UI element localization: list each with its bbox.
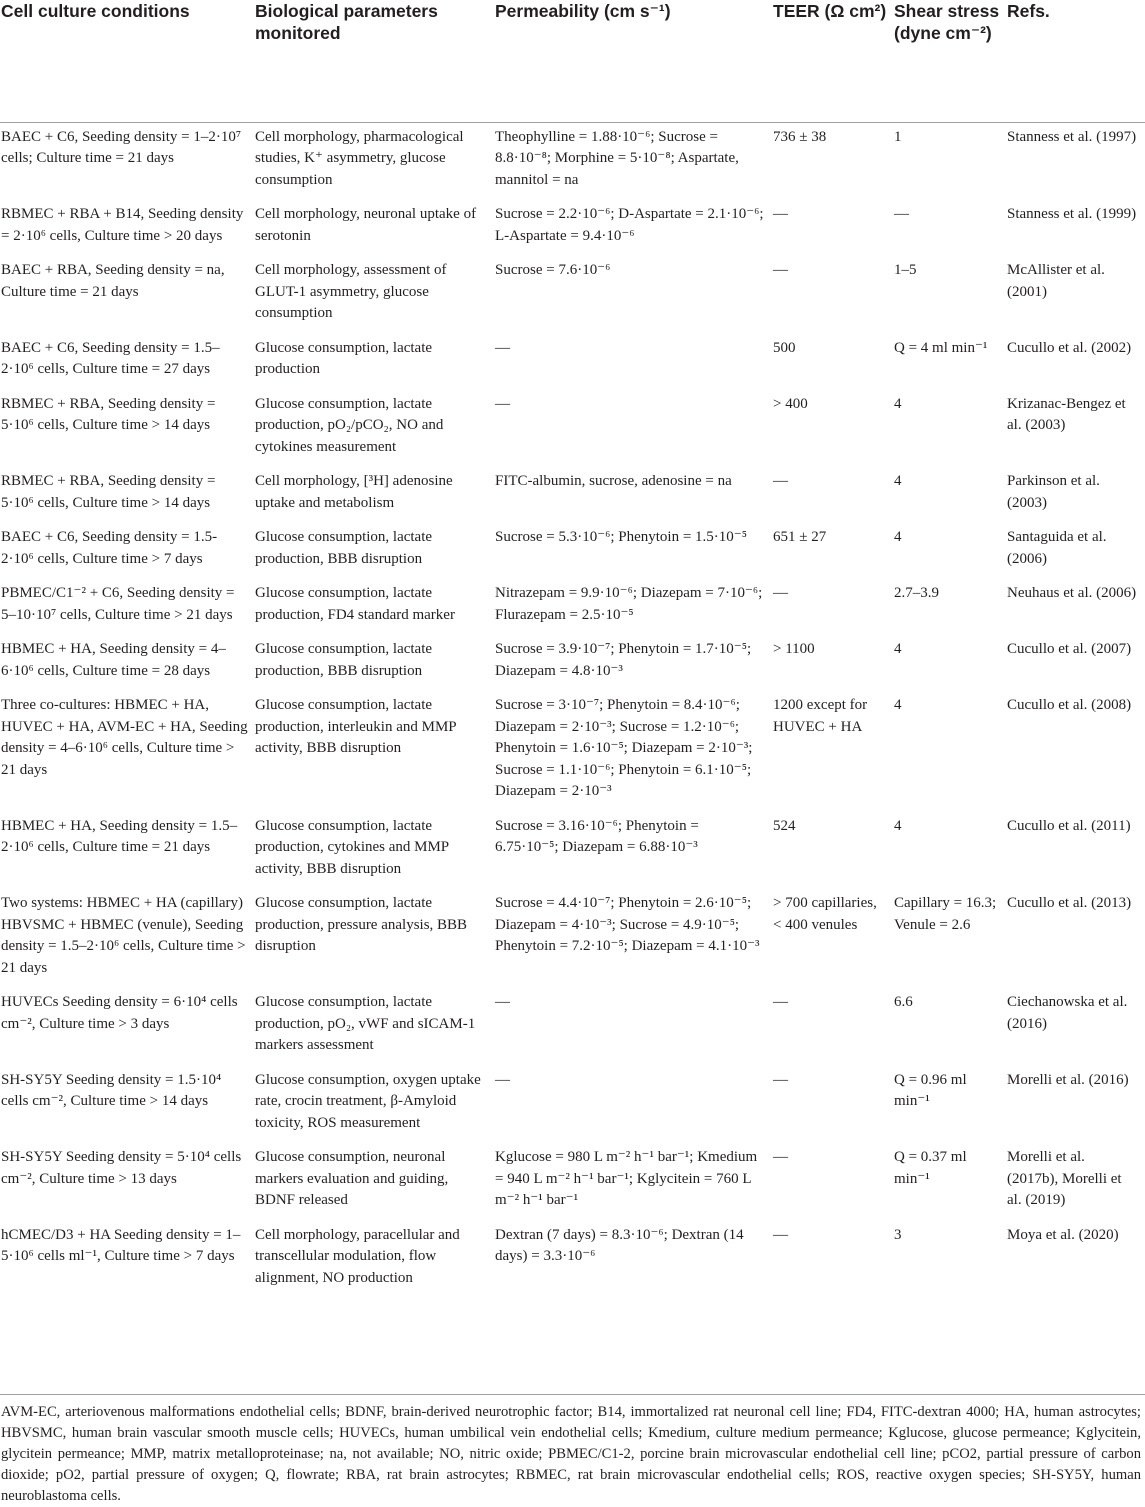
cell-conditions: SH-SY5Y Seeding density = 1.5·10⁴ cells cm⁻², Culture time > 14 days [1,1071,222,1109]
cell-teer: — [773,585,788,601]
cell-conditions: HUVECs Seeding density = 6·10⁴ cells cm⁻², Culture time > 3 days [1,994,238,1032]
cell-shear: 4 [894,529,902,545]
cell-shear: 2.7–3.9 [894,585,939,601]
footnote-divider [0,1394,1145,1395]
cell-conditions: BAEC + RBA, Seeding density = na, Culture time = 21 days [1,262,225,300]
cell-parameters: Cell morphology, paracellular and transcellular modulation, flow alignment, NO production [255,1226,460,1286]
cell-parameters: Cell morphology, [³H] adenosine uptake and metabolism [255,473,453,511]
cell-teer: — [773,1149,788,1165]
cell-permeability: Sucrose = 5.3·10⁻⁶; Phenytoin = 1.5·10⁻⁵ [495,529,747,545]
cell-refs: Cucullo et al. (2013) [1007,895,1132,911]
cell-permeability: Sucrose = 3·10⁻⁷; Phenytoin = 8.4·10⁻⁶; Diazepam = 2·10⁻³; Sucrose = 1.2·10⁻⁶; Phenytoin = 1.6·10⁻⁵; Diazepam = 2·10⁻³; Sucrose = 1.1·10⁻⁶; Phenytoin = 6.1·10⁻⁵; Diazepam = 2·10⁻³ [495,697,753,799]
header-row [0,0,1145,122]
cell-teer: — [773,994,788,1010]
cell-parameters: Glucose consumption, lactate production, pO₂/pCO₂, NO and cytokines measurement [255,395,444,455]
cell-parameters: Glucose consumption, lactate production, pO₂, vWF and sICAM-1 markers assessment [255,994,476,1053]
cell-shear: 1 [894,128,902,145]
header-parameters: Biological parameters monitored [255,1,438,43]
table-row [0,522,1145,578]
cell-teer: 1200 except for HUVEC + HA [773,697,868,735]
cell-parameters: Glucose consumption, oxygen uptake rate, crocin treatment, β-Amyloid toxicity, ROS measurement [255,1071,481,1131]
cell-shear: — [894,206,909,222]
cell-conditions: HBMEC + HA, Seeding density = 1.5–2·10⁶ cells, Culture time = 21 days [1,817,238,855]
table-row [0,199,1145,255]
table-row [0,811,1145,889]
cell-refs: Moya et al. (2020) [1007,1226,1119,1243]
cell-parameters: Cell morphology, pharmacological studies, K⁺ asymmetry, glucose consumption [255,128,464,188]
cell-permeability: Sucrose = 2.2·10⁻⁶; D-Aspartate = 2.1·10⁻⁶; L-Aspartate = 9.4·10⁻⁶ [495,206,764,244]
cell-permeability: Sucrose = 3.9·10⁻⁷; Phenytoin = 1.7·10⁻⁵; Diazepam = 4.8·10⁻³ [495,641,752,679]
cell-shear: Q = 0.37 ml min⁻¹ [894,1149,967,1187]
cell-teer: — [773,206,788,222]
cell-teer: 524 [773,817,796,834]
table-row [0,578,1145,634]
cell-teer: > 400 [773,395,808,412]
cell-refs: Cucullo et al. (2002) [1007,339,1132,356]
cell-conditions: BAEC + C6, Seeding density = 1.5-2·10⁶ cells, Culture time > 7 days [1,529,218,567]
table-row [0,1065,1145,1143]
cell-teer: — [773,1226,788,1243]
cell-permeability: — [495,339,510,356]
cell-shear: 1–5 [894,262,917,278]
table-row [0,389,1145,467]
table-row [0,888,1145,987]
cell-refs: Morelli et al. (2016) [1007,1071,1129,1088]
cell-shear: 4 [894,641,902,657]
cell-teer: — [773,262,788,278]
table-footnote: AVM-EC, arteriovenous malformations endothelial cells; BDNF, brain-derived neurotrophic factor; B14, immortalized rat neuronal cell line; FD4, FITC-dextran 4000; HA, human astrocytes; HBVSMC, human brain vascular smooth muscle cells; HUVECs, human umbilical vein endothelial cells; Kmedium, culture medium permeance; Kglucose, glucose permeance; Kglycitein, glycitein permeance; MMP, matrix metalloproteinase; na, not available; NO, nitric oxide; PBMEC/C1-2, porcine brain microvascular endothelial cell line; pCO2, partial pressure of carbon dioxide; pO2, partial pressure of oxygen; Q, flowrate; RBA, rat brain astrocytes; RBMEC, rat brain microvascular endothelial cells; ROS, reactive oxygen species; SH-SY5Y, human neuroblastoma cells. [1,1404,1141,1504]
cell-permeability: Nitrazepam = 9.9·10⁻⁶; Diazepam = 7·10⁻⁶; Flurazepam = 2.5·10⁻⁵ [495,585,763,623]
cell-shear: 6.6 [894,994,913,1010]
cell-shear: Capillary = 16.3; Venule = 2.6 [894,895,997,933]
cell-permeability: Sucrose = 4.4·10⁻⁷; Phenytoin = 2.6·10⁻⁵; Diazepam = 4·10⁻³; Sucrose = 4.9·10⁻⁵; Phenytoin = 7.2·10⁻⁵; Diazepam = 4.1·10⁻³ [495,895,760,954]
cell-conditions: SH-SY5Y Seeding density = 5·10⁴ cells cm⁻², Culture time > 13 days [1,1149,242,1187]
table-row [0,466,1145,522]
cell-shear: 3 [894,1226,902,1243]
table-row [0,987,1145,1065]
cell-refs: Cucullo et al. (2011) [1007,817,1131,834]
cell-permeability: FITC-albumin, sucrose, adenosine = na [495,473,732,489]
cell-teer: 651 ± 27 [773,529,827,545]
cell-conditions: HBMEC + HA, Seeding density = 4–6·10⁶ cells, Culture time = 28 days [1,641,226,679]
cell-shear: 4 [894,473,902,489]
cell-refs: Stanness et al. (1997) [1007,128,1137,145]
cell-shear: Q = 0.96 ml min⁻¹ [894,1071,967,1109]
table-row [0,690,1145,811]
cell-parameters: Glucose consumption, lactate production, interleukin and MMP activity, BBB disruption [255,697,457,756]
cell-teer: > 1100 [773,641,815,657]
cell-parameters: Glucose consumption, lactate production [255,339,433,377]
cell-conditions: Three co-cultures: HBMEC + HA, HUVEC + HA, AVM-EC + HA, Seeding density = 4–6·10⁶ cells, Culture time > 21 days [1,697,248,778]
cell-teer: 500 [773,339,796,356]
cell-parameters: Glucose consumption, lactate production, BBB disruption [255,641,433,679]
cell-parameters: Glucose consumption, neuronal markers evaluation and guiding, BDNF released [255,1149,449,1208]
cell-refs: Santaguida et al. (2006) [1007,529,1107,567]
cell-permeability: Sucrose = 7.6·10⁻⁶ [495,262,611,278]
table-row [0,333,1145,389]
cell-teer: — [773,1071,788,1088]
cell-refs: Stanness et al. (1999) [1007,206,1137,222]
cell-refs: McAllister et al. (2001) [1007,262,1105,300]
table-row [0,634,1145,690]
cell-parameters: Glucose consumption, lactate production, BBB disruption [255,529,433,567]
cell-conditions: RBMEC + RBA, Seeding density = 5·10⁶ cells, Culture time > 14 days [1,395,216,433]
cell-conditions: BAEC + C6, Seeding density = 1–2·10⁷ cells; Culture time = 21 days [1,128,242,166]
cell-refs: Cucullo et al. (2007) [1007,641,1132,657]
cell-conditions: PBMEC/C1⁻² + C6, Seeding density = 5–10·10⁷ cells, Culture time > 21 days [1,585,235,623]
cell-permeability: — [495,1071,510,1088]
cell-refs: Morelli et al. (2017b), Morelli et al. (2019) [1007,1149,1122,1208]
table-row [0,255,1145,333]
header-shear: Shear stress (dyne cm⁻²) [894,1,1000,43]
cell-refs: Ciechanowska et al. (2016) [1007,994,1128,1032]
cell-conditions: Two systems: HBMEC + HA (capillary) HBVSMC + HBMEC (venule), Seeding density = 1.5–2·10⁶ cells, Culture time > 21 days [1,895,246,976]
cell-conditions: BAEC + C6, Seeding density = 1.5–2·10⁶ cells, Culture time = 27 days [1,339,220,377]
cell-shear: 4 [894,697,902,713]
cell-teer: 736 ± 38 [773,128,827,145]
cell-shear: 4 [894,817,902,834]
cell-parameters: Cell morphology, neuronal uptake of serotonin [255,206,477,244]
header-conditions: Cell culture conditions [1,1,190,21]
cell-permeability: Theophylline = 1.88·10⁻⁶; Sucrose = 8.8·10⁻⁸; Morphine = 5·10⁻⁸; Aspartate, mannitol = na [495,128,739,188]
cell-shear: Q = 4 ml min⁻¹ [894,339,988,356]
cell-permeability: — [495,395,510,412]
cell-refs: Parkinson et al. (2003) [1007,473,1100,511]
cell-conditions: RBMEC + RBA + B14, Seeding density = 2·10⁶ cells, Culture time > 20 days [1,206,244,244]
cell-parameters: Glucose consumption, lactate production, FD4 standard marker [255,585,455,623]
table-row [0,1142,1145,1220]
table-row [0,1220,1145,1298]
cell-refs: Krizanac-Bengez et al. (2003) [1007,395,1126,433]
cell-permeability: Kglucose = 980 L m⁻² h⁻¹ bar⁻¹; Kmedium = 940 L m⁻² h⁻¹ bar⁻¹; Kglycitein = 760 L m⁻² h⁻¹ bar⁻¹ [495,1149,758,1208]
cell-permeability: Sucrose = 3.16·10⁻⁶; Phenytoin = 6.75·10⁻⁵; Diazepam = 6.88·10⁻³ [495,817,699,855]
cell-shear: 4 [894,395,902,412]
cell-teer: > 700 capillaries, < 400 venules [773,895,877,933]
cell-parameters: Cell morphology, assessment of GLUT-1 asymmetry, glucose consumption [255,262,447,321]
cell-conditions: hCMEC/D3 + HA Seeding density = 1–5·10⁶ cells ml⁻¹, Culture time > 7 days [1,1226,241,1264]
header-refs: Refs. [1007,1,1050,21]
header-teer: TEER (Ω cm²) [773,1,887,21]
table-row [0,122,1145,199]
cell-parameters: Glucose consumption, lactate production, cytokines and MMP activity, BBB disruption [255,817,449,877]
cell-teer: — [773,473,788,489]
cell-refs: Neuhaus et al. (2006) [1007,585,1137,601]
header-permeability: Permeability (cm s⁻¹) [495,1,671,21]
cell-permeability: — [495,994,510,1010]
cell-parameters: Glucose consumption, lactate production, pressure analysis, BBB disruption [255,895,468,954]
cell-conditions: RBMEC + RBA, Seeding density = 5·10⁶ cells, Culture time > 14 days [1,473,216,511]
cell-permeability: Dextran (7 days) = 8.3·10⁻⁶; Dextran (14 days) = 3.3·10⁻⁶ [495,1226,744,1264]
cell-refs: Cucullo et al. (2008) [1007,697,1132,713]
